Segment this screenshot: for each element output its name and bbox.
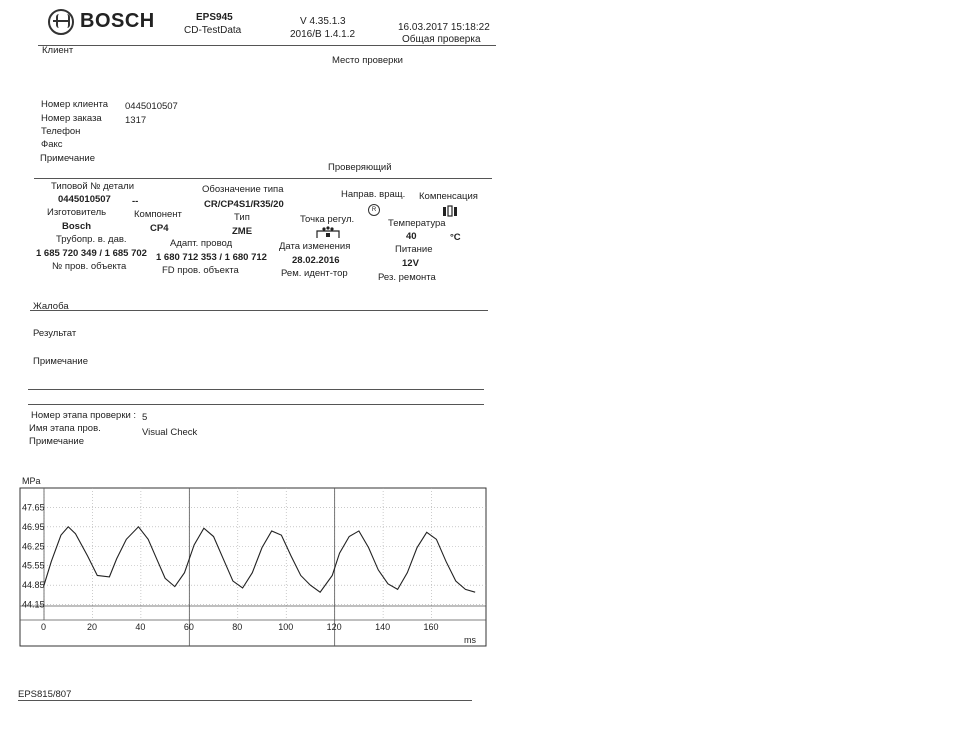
chart-xlabel: ms — [464, 635, 476, 645]
client-divider — [34, 178, 492, 179]
datetime: 16.03.2017 15:18:22 — [398, 22, 490, 33]
x-tick-label: 20 — [86, 622, 97, 632]
y-tick-label: 45.55 — [22, 560, 45, 571]
part-divider — [30, 310, 488, 311]
chart-y-ticks — [22, 502, 45, 609]
version-line1: V 4.35.1.3 — [300, 16, 346, 27]
manufacturer-label: Изготовитель — [47, 207, 107, 218]
adapter-label: Адапт. провод — [170, 238, 233, 249]
x-tick-label: 60 — [183, 622, 194, 632]
pipe-label: Трубопр. в. дав. — [56, 234, 127, 245]
compensation-label: Компенсация — [419, 191, 478, 202]
repair-result-label: Рез. ремонта — [378, 272, 436, 283]
complaint-divider-1 — [28, 389, 484, 390]
component-label: Компонент — [134, 209, 182, 220]
x-tick-label: 160 — [423, 622, 439, 632]
phone-label: Телефон — [41, 126, 81, 137]
type-designation-value: CR/CP4S1/R35/20 — [204, 199, 284, 210]
type-designation-label: Обозначение типа — [202, 184, 284, 195]
x-tick-label: 100 — [278, 622, 294, 632]
header-divider — [38, 45, 496, 46]
version-line2: 2016/B 1.4.1.2 — [290, 29, 356, 40]
fax-label: Факс — [41, 139, 63, 150]
change-date-value: 28.02.2016 — [292, 255, 340, 266]
brand-logo: BOSCH — [80, 10, 155, 32]
adapter-value: 1 680 712 353 / 1 680 712 — [156, 252, 267, 263]
bosch-logo-icon — [48, 9, 74, 35]
adjust-point-icon — [316, 226, 340, 239]
adjust-point-label: Точка регул. — [300, 214, 355, 225]
pressure-series-line — [44, 527, 475, 592]
type-no-label: Типовой № детали — [51, 181, 135, 192]
result-label: Результат — [33, 328, 77, 339]
rotation-label: Направ. вращ. — [341, 189, 406, 200]
client-no-label: Номер клиента — [41, 99, 109, 110]
chart-series — [44, 527, 475, 592]
complaint-note-label: Примечание — [33, 356, 88, 367]
pipe-value: 1 685 720 349 / 1 685 702 — [36, 248, 147, 259]
check-type: Общая проверка — [402, 34, 481, 45]
temperature-label: Температура — [388, 218, 446, 229]
complaint-divider-2 — [28, 404, 484, 405]
object-no-label: № пров. объекта — [52, 261, 127, 272]
chart-ylabel: MPa — [22, 476, 41, 486]
step-name-label: Имя этапа пров. — [29, 423, 101, 434]
x-tick-label: 0 — [41, 622, 47, 632]
y-tick-label: 44.85 — [22, 580, 45, 591]
x-tick-label: 120 — [326, 622, 342, 632]
type-label: Тип — [234, 212, 250, 223]
order-no-label: Номер заказа — [41, 113, 102, 124]
y-tick-label: 46.95 — [22, 521, 45, 532]
inspector-label: Проверяющий — [328, 162, 392, 173]
repair-id-label: Рем. идент-тор — [281, 268, 348, 279]
client-no-value: 0445010507 — [125, 101, 178, 112]
pressure-chart — [0, 460, 500, 650]
order-no-value: 1317 — [125, 115, 147, 126]
dataset-name: CD-TestData — [184, 25, 242, 36]
manufacturer-value: Bosch — [62, 221, 92, 232]
change-date-label: Дата изменения — [279, 241, 351, 252]
y-tick-label: 47.65 — [22, 502, 45, 513]
x-tick-label: 140 — [375, 622, 391, 632]
client-note-label: Примечание — [40, 153, 95, 164]
complaint-label: Жалоба — [33, 301, 69, 312]
client-label: Клиент — [42, 45, 74, 56]
power-label: Питание — [395, 244, 433, 255]
y-tick-label: 46.25 — [22, 541, 45, 552]
compensation-icon — [442, 205, 458, 217]
step-name-value: Visual Check — [142, 427, 198, 438]
step-no-label: Номер этапа проверки : — [31, 410, 137, 421]
location-label: Место проверки — [332, 55, 403, 66]
x-tick-label: 80 — [232, 622, 243, 632]
chart-x-ticks — [41, 622, 439, 632]
fd-object-label: FD пров. объекта — [162, 265, 239, 276]
type-no-suffix: -- — [132, 196, 139, 207]
footer-code: EPS815/807 — [18, 689, 72, 700]
temperature-unit: °C — [450, 232, 461, 243]
rotation-direction-icon: R — [368, 204, 380, 216]
footer-divider — [18, 700, 472, 701]
model-name: EPS945 — [196, 12, 233, 23]
temperature-value: 40 — [406, 231, 417, 242]
step-no-value: 5 — [142, 412, 148, 423]
step-note-label: Примечание — [29, 436, 84, 447]
power-value: 12V — [402, 258, 419, 269]
x-tick-label: 40 — [135, 622, 146, 632]
type-no-value: 0445010507 — [58, 194, 111, 205]
component-value: CP4 — [150, 223, 169, 234]
type-value: ZME — [232, 226, 253, 237]
y-tick-label: 44.15 — [22, 599, 45, 610]
